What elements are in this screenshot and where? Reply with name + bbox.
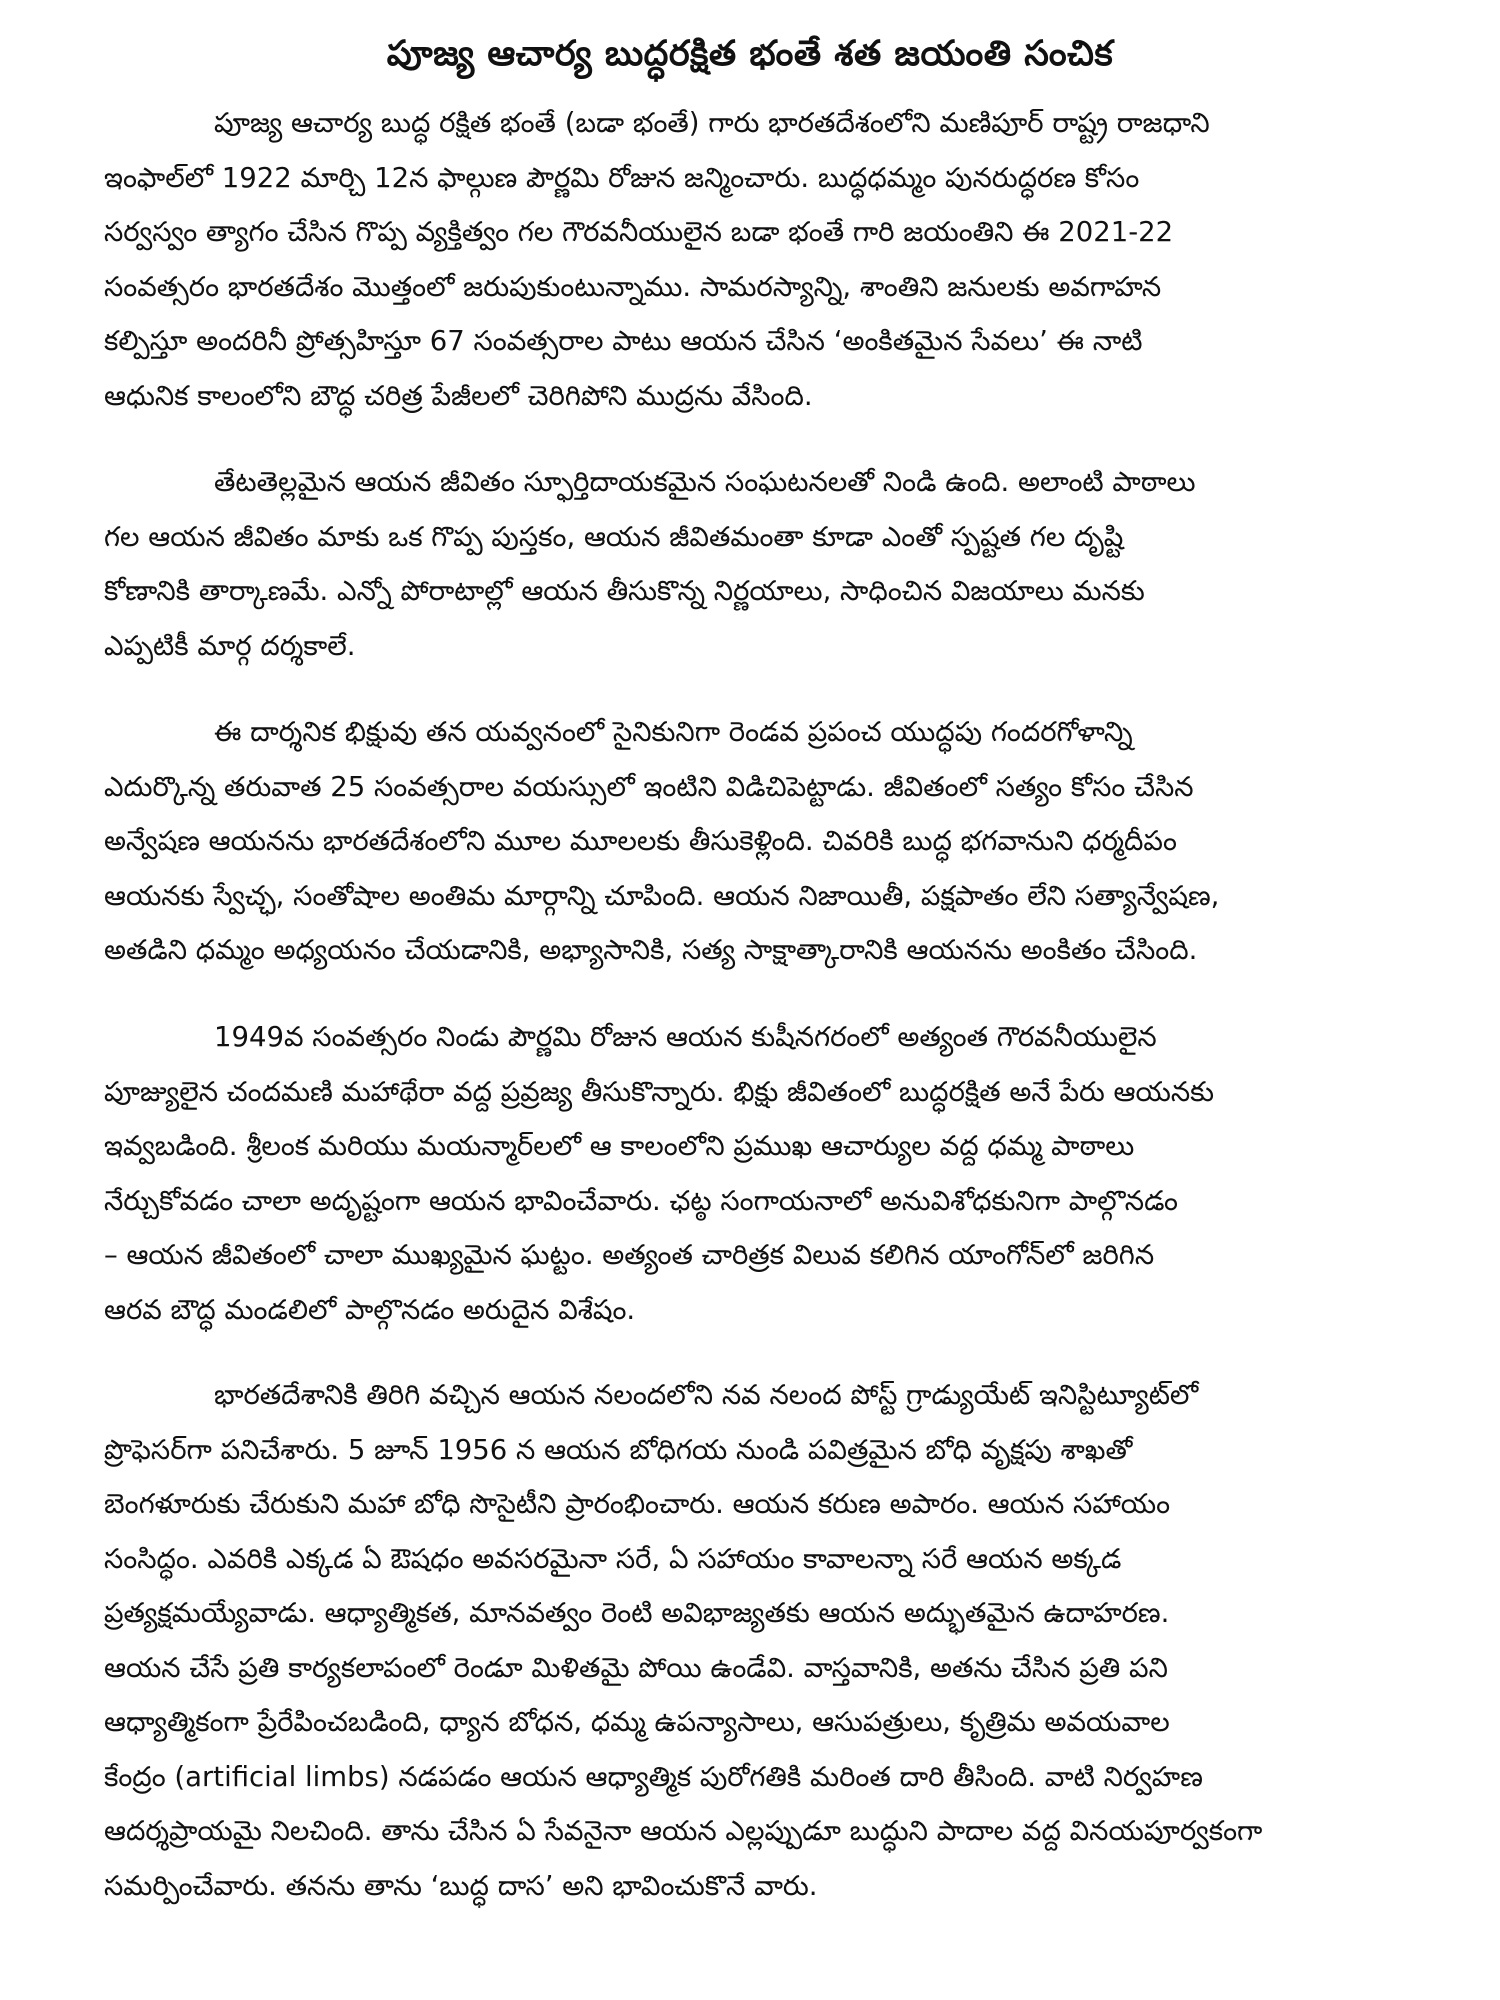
paragraph-line: ఆధ్యాత్మికంగా ప్రేరేపించబడింది, ధ్యాన బోధన, ధమ్మ ఉపన్యాసాలు, ఆసుపత్రులు, కృత్రిమ అవయవాల [104,1706,1170,1738]
paragraph-line: ఆదర్శప్రాయమై నిలచింది. తాను చేసిన ఏ సేవనైనా ఆయన ఎల్లప్పుడూ బుద్ధుని పాదాల వద్ద వినయపూర్వకంగా [104,1815,1263,1847]
document-title: పూజ్య ఆచార్య బుద్ధరక్షిత భంతే శత జయంతి సంచిక [386,34,1114,74]
paragraph-4 [104,1010,1404,1337]
paragraph-line: – ఆయన జీవితంలో చాలా ముఖ్యమైన ఘట్టం. అత్యంత చారిత్రక విలువ కలిగిన యాంగోన్‌లో జరిగిన [104,1239,1155,1271]
paragraph-line: ఆయన చేసే ప్రతి కార్యకలాపంలో రెండూ మిళితమై పోయి ఉండేవి. వాస్తవానికి, అతను చేసిన ప్రతి పని [104,1651,1168,1684]
paragraph-line: సమర్పించేవారు. తనను తాను ‘బుద్ధ దాస’ అని భావించుకొనే వారు. [104,1869,818,1902]
paragraph-line: ఇంఫాల్‌లో 1922 మార్చి 12న ఫాల్గుణ పౌర్ణమి రోజున జన్మించారు. బుద్ధధమ్మం పునరుద్ధరణ కోసం [104,161,1140,194]
paragraph-line: ఆయనకు స్వేచ్ఛ, సంతోషాల అంతిమ మార్గాన్ని చూపింది. ఆయన నిజాయితీ, పక్షపాతం లేని సత్యాన్వేషణ, [104,879,1220,912]
paragraph-line: ఆరవ బౌద్ధ మండలిలో పాల్గొనడం అరుదైన విశేషం. [104,1293,636,1326]
paragraph-3 [104,705,1404,978]
paragraph-2 [104,455,1404,673]
paragraph-line: ఎప్పటికీ మార్గ దర్శకాలే. [104,629,356,662]
paragraph-line: ప్రత్యక్షమయ్యేవాడు. ఆధ్యాత్మికత, మానవత్వం రెంటి అవిభాజ్యతకు ఆయన అద్భుతమైన ఉదాహరణ. [104,1597,1170,1629]
paragraph-line: నేర్చుకోవడం చాలా అదృష్టంగా ఆయన భావించేవారు. ఛట్ఠ సంగాయనాలో అనువిశోధకునిగా పాల్గొనడం [104,1184,1178,1217]
paragraph-line: సంవత్సరం భారతదేశం మొత్తంలో జరుపుకుంటున్నాము. సామరస్యాన్ని, శాంతిని జనులకు అవగాహన [104,270,1162,303]
paragraph-line: కోణానికి తార్కాణమే. ఎన్నో పోరాటాల్లో ఆయన తీసుకొన్న నిర్ణయాలు, సాధించిన విజయాలు మనకు [104,575,1145,607]
paragraph-5 [104,1368,1404,1913]
paragraph-line: తేటతెల్లమైన ఆయన జీవితం స్ఫూర్తిదాయకమైన సంఘటనలతో నిండి ఉంది. అలాంటి పాఠాలు [214,466,1196,498]
paragraph-line: 1949వ సంవత్సరం నిండు పౌర్ణమి రోజున ఆయన కుషీనగరంలో అత్యంత గౌరవనీయులైన [214,1021,1157,1053]
paragraph-line: కల్పిస్తూ అందరినీ ప్రోత్సహిస్తూ 67 సంవత్సరాల పాటు ఆయన చేసిన ‘అంకితమైన సేవలు’ ఈ నాటి [104,325,1143,357]
paragraph-line: అతడిని ధమ్మం అధ్యయనం చేయడానికి, అభ్యాసానికి, సత్య సాక్షాత్కారానికి ఆయనను అంకితం చేసింది. [104,934,1198,966]
paragraph-1 [104,96,1404,423]
paragraph-line: ఇవ్వబడింది. శ్రీలంక మరియు మయన్మార్‌లలో ఆ కాలంలోని ప్రముఖ ఆచార్యుల వద్ద ధమ్మ పాఠాలు [104,1130,1135,1162]
paragraph-line: కేంద్రం (artificial limbs) నడపడం ఆయన ఆధ్యాత్మిక పురోగతికి మరింత దారి తీసింది. వాటి నిర్వహణ [104,1760,1203,1793]
paragraph-line: పూజ్య ఆచార్య బుద్ధ రక్షిత భంతే (బడా భంతే) గారు భారతదేశంలోని మణిపూర్ రాష్ట్ర రాజధాని [214,107,1210,139]
paragraph-line: భారతదేశానికి తిరిగి వచ్చిన ఆయన నలందలోని నవ నలంద పోస్ట్ గ్రాడ్యుయేట్ ఇనిస్టిట్యూట్‌లో [214,1379,1199,1411]
paragraph-line: ప్రొఫెసర్‌గా పనిచేశారు. 5 జూన్ 1956 న ఆయన బోధిగయ నుండి పవిత్రమైన బోధి వృక్షపు శాఖతో [104,1433,1133,1466]
paragraph-line: సంసిద్ధం. ఎవరికి ఎక్కడ ఏ ఔషధం అవసరమైనా సరే, ఏ సహాయం కావాలన్నా సరే ఆయన అక్కడ [104,1542,1122,1575]
paragraph-line: గల ఆయన జీవితం మాకు ఒక గొప్ప పుస్తకం, ఆయన జీవితమంతా కూడా ఎంతో స్పష్టత గల దృష్టి [104,520,1124,553]
paragraph-line: ఈ దార్శనిక భిక్షువు తన యవ్వనంలో సైనికునిగా రెండవ ప్రపంచ యుద్ధపు గందరగోళాన్ని [214,716,1133,748]
paragraph-line: ఎదుర్కొన్న తరువాత 25 సంవత్సరాల వయస్సులో ఇంటిని విడిచిపెట్టాడు. జీవితంలో సత్యం కోసం చేసిన [104,770,1194,803]
paragraph-line: బెంగళూరుకు చేరుకుని మహా బోధి సొసైటీని ప్రారంభించారు. ఆయన కరుణ అపారం. ఆయన సహాయం [104,1488,1171,1520]
paragraph-line: అన్వేషణ ఆయనను భారతదేశంలోని మూల మూలలకు తీసుకెళ్లింది. చివరికి బుద్ధ భగవానుని ధర్మదీపం [104,825,1177,857]
paragraph-line: ఆధునిక కాలంలోని బౌద్ధ చరిత్ర పేజీలలో చెరిగిపోని ముద్రను వేసింది. [104,379,813,412]
paragraph-line: సర్వస్వం త్యాగం చేసిన గొప్ప వ్యక్తిత్వం గల గౌరవనీయులైన బడా భంతే గారి జయంతిని ఈ 2021-22 [104,216,1174,248]
paragraph-line: పూజ్యులైన చందమణి మహాథేరా వద్ద ప్రవ్రజ్య తీసుకొన్నారు. భిక్షు జీవితంలో బుద్ధరక్షిత అనే పేరు ఆయనకు [104,1075,1215,1108]
